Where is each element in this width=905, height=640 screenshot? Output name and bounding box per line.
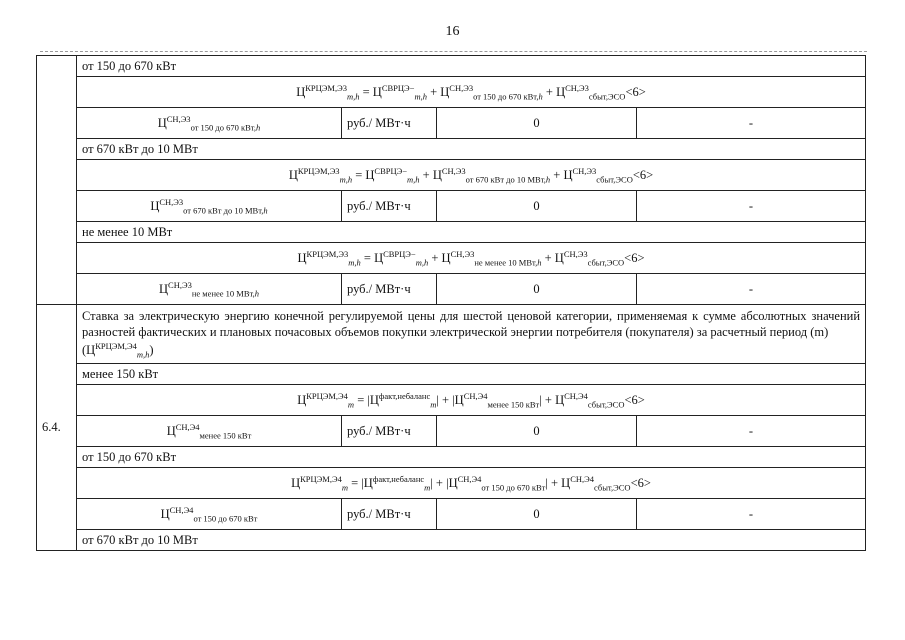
row-symbol: $Ц^{СН,Э3}_{от 150 до 670 кВт,h}$	[77, 108, 342, 139]
range-label: от 150 до 670 кВт	[77, 56, 866, 77]
table-row	[37, 499, 866, 530]
section-description-text: Ставка за электрическую энергию конечной регулируемой цены для шестой ценовой категории, применяемая к сумме абсолютных значений разностей фактических и плановых почасовых объемов покупки электрической энергии потребителя (покупателя) за расчетный период (m)	[82, 308, 861, 340]
row-symbol: $Ц^{СН,Э3}_{от 670 кВт до 10 МВт,h}$	[77, 191, 342, 222]
extra-cell: -	[637, 108, 866, 139]
extra-cell: -	[637, 191, 866, 222]
value-cell: 0	[437, 191, 637, 222]
range-label: не менее 10 МВт	[77, 222, 866, 243]
unit-cell: руб./ МВт·ч	[342, 416, 437, 447]
table-row	[37, 108, 866, 139]
value-cell: 0	[437, 499, 637, 530]
row-symbol: $Ц^{СН,Э4}_{от 150 до 670 кВт}$	[77, 499, 342, 530]
table-row	[37, 274, 866, 305]
extra-cell: -	[637, 499, 866, 530]
extra-cell: -	[637, 274, 866, 305]
range-label-row	[37, 364, 866, 385]
range-label-row	[37, 530, 866, 551]
range-label-row	[37, 56, 866, 77]
formula-row	[37, 468, 866, 499]
row-symbol: $Ц^{СН,Э4}_{менее 150 кВт}$	[77, 416, 342, 447]
table-row	[37, 416, 866, 447]
range-label-row	[37, 139, 866, 160]
section-row	[37, 305, 866, 364]
formula: $Ц^{КРЦЭМ,Э4}_m = |Ц^{факт,небаланс}_m| + |Ц^{СН,Э4}_{от 150 до 670 кВт}| + Ц^{СН,Э4}_{сбыт,ЭСО}<6>$	[77, 468, 866, 499]
range-label: менее 150 кВт	[77, 364, 866, 385]
range-label: от 150 до 670 кВт	[77, 447, 866, 468]
range-label-row	[37, 447, 866, 468]
table-row	[37, 191, 866, 222]
section-number: 6.4.	[37, 305, 77, 551]
section-description: Ставка за электрическую энергию конечной регулируемой цены для шестой ценовой категории, применяемая к сумме абсолютных значений разностей фактических и плановых почасовых объемов покупки электрической энергии потребителя (покупателя) за расчетный период (m) $(Ц^{КРЦЭМ,Э4}_{m,h})$	[77, 305, 866, 364]
value-cell: 0	[437, 274, 637, 305]
range-label: от 670 кВт до 10 МВт	[77, 139, 866, 160]
tariff-table	[36, 55, 866, 551]
section-number-cell	[37, 56, 77, 305]
formula: $Ц^{КРЦЭМ,Э3}_{m,h} = Ц^{СВРЦЭ-}_{m,h} + Ц^{СН,Э3}_{от 670 кВт до 10 МВт,h} + Ц^{СН,Э3}_{сбыт,ЭСО}<6>$	[77, 160, 866, 191]
unit-cell: руб./ МВт·ч	[342, 499, 437, 530]
formula: $Ц^{КРЦЭМ,Э3}_{m,h} = Ц^{СВРЦЭ-}_{m,h} + Ц^{СН,Э3}_{от 150 до 670 кВт,h} + Ц^{СН,Э3}_{сбыт,ЭСО}<6>$	[77, 77, 866, 108]
unit-cell: руб./ МВт·ч	[342, 274, 437, 305]
extra-cell: -	[637, 416, 866, 447]
formula: $Ц^{КРЦЭМ,Э4}_m = |Ц^{факт,небаланс}_m| + |Ц^{СН,Э4}_{менее 150 кВт}| + Ц^{СН,Э4}_{сбыт,ЭСО}<6>$	[77, 385, 866, 416]
formula-row	[37, 160, 866, 191]
unit-cell: руб./ МВт·ч	[342, 108, 437, 139]
value-cell: 0	[437, 416, 637, 447]
formula-row	[37, 385, 866, 416]
range-label: от 670 кВт до 10 МВт	[77, 530, 866, 551]
page-number: 16	[445, 24, 460, 39]
range-label-row	[37, 222, 866, 243]
top-rule	[40, 51, 867, 52]
row-symbol: $Ц^{СН,Э3}_{не менее 10 МВт,h}$	[77, 274, 342, 305]
unit-cell: руб./ МВт·ч	[342, 191, 437, 222]
formula: $Ц^{КРЦЭМ,Э3}_{m,h} = Ц^{СВРЦЭ-}_{m,h} + Ц^{СН,Э3}_{не менее 10 МВт,h} + Ц^{СН,Э3}_{сбыт,ЭСО}<6>$	[77, 243, 866, 274]
value-cell: 0	[437, 108, 637, 139]
formula-row	[37, 243, 866, 274]
formula-row	[37, 77, 866, 108]
